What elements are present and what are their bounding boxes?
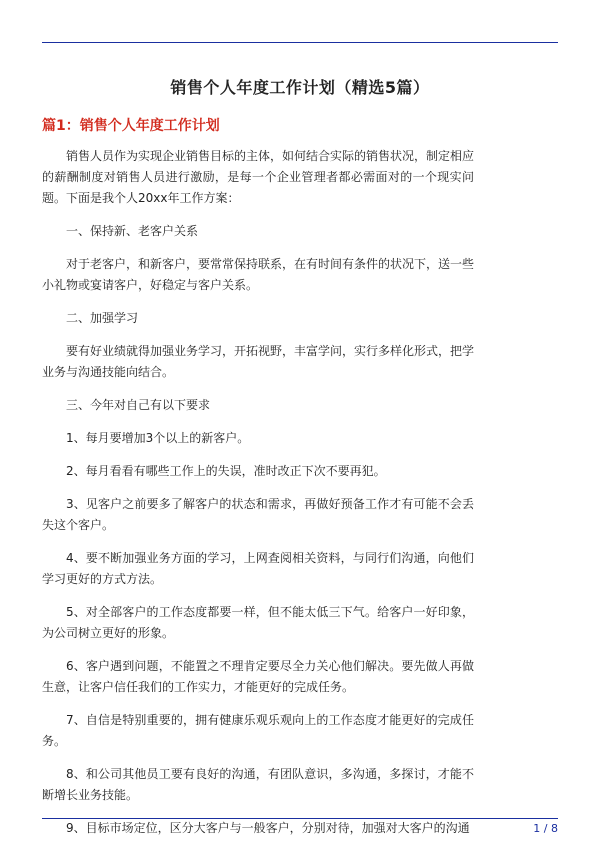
heading-customer-relations: 一、保持新、老客户关系	[66, 224, 199, 238]
list-item: 7、自信是特别重要的，拥有健康乐观乐观向上的工作态度才能更好的完成任务。	[42, 713, 474, 748]
list-item: 6、客户遇到问题，不能置之不理肯定要尽全力关心他们解决。要先做人再做生意，让客户信任我们的工作实力，才能更好的完成任务。	[42, 659, 474, 694]
document-body	[42, 146, 474, 851]
list-item: 5、对全部客户的工作态度都要一样，但不能太低三下气。给客户一好印象，为公司树立更好的形象。	[42, 605, 474, 640]
footer-rule	[42, 818, 558, 819]
section-title: 篇1：销售个人年度工作计划	[42, 118, 220, 134]
list-item: 2、每月看看有哪些工作上的失误，准时改正下次不要再犯。	[66, 464, 386, 478]
list-item: 1、每月要增加3个以上的新客户。	[66, 431, 250, 445]
paragraph-learning: 要有好业绩就得加强业务学习，开拓视野，丰富学问，实行多样化形式，把学业务与沟通技能向结合。	[42, 344, 475, 379]
list-item: 3、见客户之前要多了解客户的状态和需求，再做好预备工作才有可能不会丢失这个客户。	[42, 497, 474, 532]
page-indicator: 1 / 8	[533, 822, 558, 835]
list-item: 8、和公司其他员工要有良好的沟通，有团队意识，多沟通，多探讨，才能不断增长业务技能。	[42, 767, 474, 802]
paragraph-customer-relations: 对于老客户，和新客户，要常常保持联系，在有时间有条件的状况下，送一些小礼物或宴请客户，好稳定与客户关系。	[42, 257, 475, 292]
list-item: 4、要不断加强业务方面的学习，上网查阅相关资料，与同行们沟通，向他们学习更好的方式方法。	[42, 551, 474, 586]
list-item: 9、目标市场定位，区分大客户与一般客户，分别对待，加强对大客户的沟通	[66, 821, 470, 835]
paragraph-intro: 销售人员作为实现企业销售目标的主体，如何结合实际的销售状况，制定相应的薪酬制度对销售人员进行激励，是每一个企业管理者都必需面对的一个现实问题。下面是我个人20xx年工作方案：	[42, 149, 475, 205]
heading-learning: 二、加强学习	[66, 311, 139, 325]
document-title: 销售个人年度工作计划（精选5篇）	[170, 78, 430, 97]
header-rule	[42, 42, 558, 43]
heading-requirements: 三、今年对自己有以下要求	[66, 398, 211, 412]
